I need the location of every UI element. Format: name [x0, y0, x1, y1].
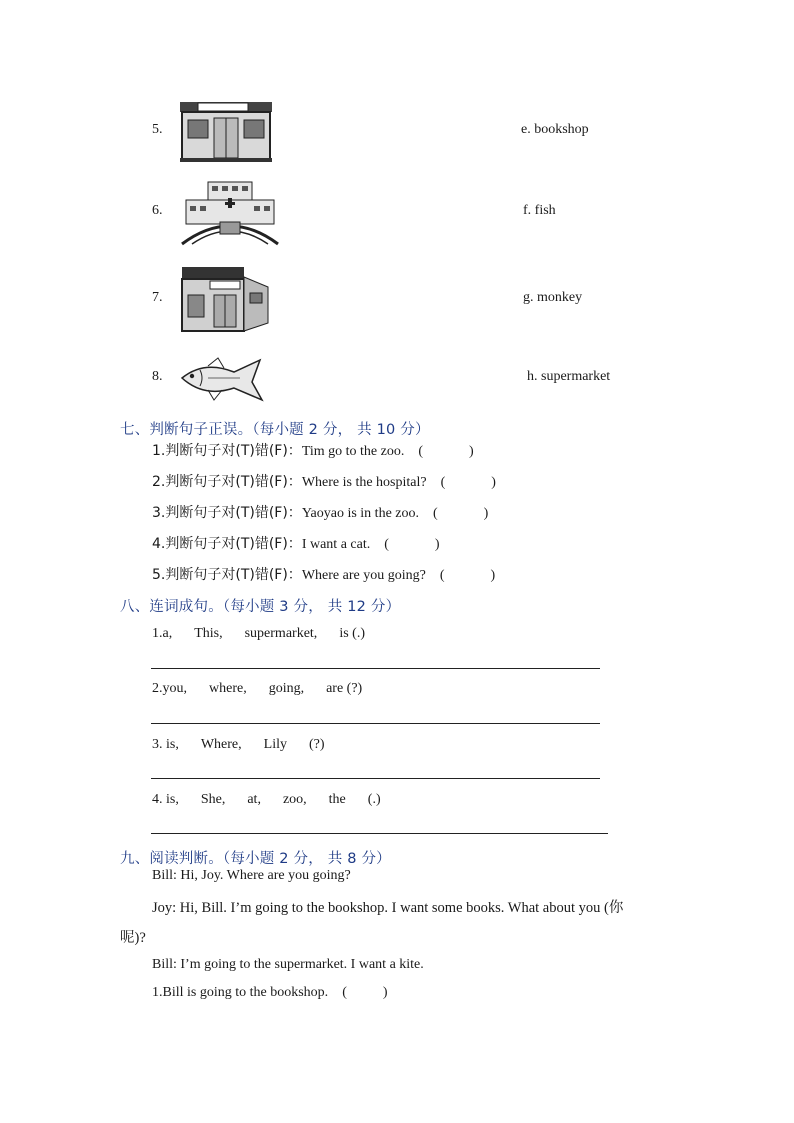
dialogue-line-1: Bill: Hi, Joy. Where are you going?	[152, 868, 351, 883]
dialogue-line-3: Bill: I’m going to the supermarket. I want a kite.	[152, 957, 424, 972]
match-number-7: 7.	[152, 290, 163, 305]
answer-line-2[interactable]	[151, 723, 600, 724]
judge-item-5: 5.判断句子对(T)错(F)：Where are you going? ( )	[152, 567, 496, 583]
reorder-item-1: 1.a, This, supermarket, is (.)	[152, 626, 365, 641]
match-number-8: 8.	[152, 369, 163, 384]
reorder-item-4: 4. is, She, at, zoo, the (.)	[152, 792, 381, 807]
supermarket-building-icon	[180, 263, 270, 340]
answer-blank[interactable]: )	[434, 537, 440, 552]
reorder-item-3: 3. is, Where, Lily (?)	[152, 737, 325, 752]
judge-item-2: 2.判断句子对(T)错(F)：Where is the hospital? ( )	[152, 474, 496, 490]
match-number-5: 5.	[152, 122, 163, 137]
match-word-e: e. bookshop	[521, 122, 589, 137]
section-8-title: 八、连词成句。（每小题 3 分， 共 12 分）	[120, 599, 401, 615]
match-word-f: f. fish	[523, 203, 556, 218]
dialogue-line-2: Joy: Hi, Bill. I’m going to the bookshop. I want some books. What about you (你	[152, 900, 624, 916]
judge-item-4: 4.判断句子对(T)错(F)：I want a cat. ( )	[152, 536, 440, 552]
answer-line-3[interactable]	[151, 778, 600, 779]
answer-line-1[interactable]	[151, 668, 600, 669]
reading-question-1: 1.Bill is going to the bookshop. ( )	[152, 985, 388, 1000]
answer-blank[interactable]: )	[469, 444, 474, 459]
judge-item-3: 3.判断句子对(T)错(F)：Yaoyao is in the zoo. ( )	[152, 505, 489, 521]
answer-blank[interactable]: )	[491, 475, 496, 490]
answer-blank[interactable]: )	[490, 568, 496, 583]
match-word-h: h. supermarket	[527, 369, 611, 384]
answer-blank[interactable]: )	[483, 506, 489, 521]
reorder-item-2: 2.you, where, going, are (?)	[152, 681, 363, 696]
answer-blank[interactable]: )	[382, 985, 388, 1000]
section-7-title: 七、判断句子正误。（每小题 2 分， 共 10 分）	[120, 422, 430, 438]
hospital-building-icon	[178, 178, 282, 253]
dialogue-line-2-wrap: 呢)?	[120, 930, 146, 946]
judge-item-1: 1.判断句子对(T)错(F)：Tim go to the zoo. ( )	[152, 443, 474, 459]
fish-icon	[178, 356, 264, 409]
section-9-title: 九、阅读判断。（每小题 2 分， 共 8 分）	[120, 851, 391, 867]
shop-building-icon	[178, 100, 274, 169]
answer-line-4[interactable]	[151, 833, 608, 834]
match-number-6: 6.	[152, 203, 163, 218]
match-word-g: g. monkey	[523, 290, 583, 305]
